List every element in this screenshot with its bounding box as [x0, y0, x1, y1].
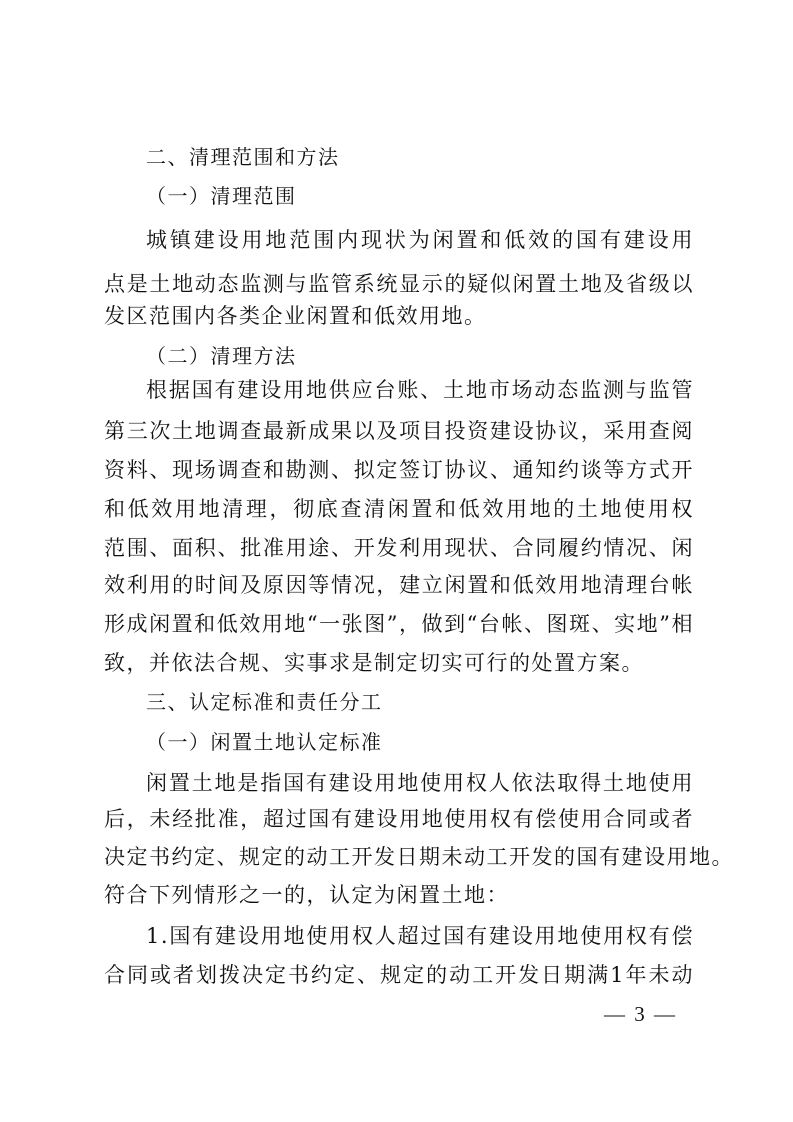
page-number: — 3 — — [604, 1002, 677, 1026]
paragraph-line: 合同或者划拨决定书约定、规定的动工开发日期满1年未动 — [104, 963, 694, 987]
paragraph-line: 范围、面积、批准用途、开发利用现状、合同履约情况、闲 — [104, 536, 694, 560]
paragraph-line: 闲置土地是指国有建设用地使用权人依法取得土地使用 — [146, 771, 694, 795]
paragraph-line: 第三次土地调查最新成果以及项目投资建设协议，采用查阅 — [104, 419, 694, 443]
paragraph-line: 决定书约定、规定的动工开发日期未动工开发的国有建设用地。 — [104, 845, 734, 869]
paragraph-line: 效利用的时间及原因等情况，建立闲置和低效用地清理台帐 — [104, 573, 694, 597]
paragraph-line: 根据国有建设用地供应台账、土地市场动态监测与监管 — [146, 378, 694, 402]
subheading-scope: （一）清理范围 — [146, 184, 297, 208]
paragraph-line: 符合下列情形之一的，认定为闲置土地： — [104, 883, 509, 907]
section-heading-standards-and-responsibilities: 三、认定标准和责任分工 — [146, 690, 383, 714]
paragraph-line: 后，未经批准，超过国有建设用地使用权有偿使用合同或者 — [104, 807, 694, 831]
subheading-idle-land-standard: （一）闲置土地认定标准 — [146, 730, 383, 754]
paragraph-line: 城镇建设用地范围内现状为闲置和低效的国有建设用 — [146, 228, 694, 252]
section-heading-scope-and-method: 二、清理范围和方法 — [146, 145, 340, 169]
subheading-method: （二）清理方法 — [146, 344, 297, 368]
paragraph-line: 和低效用地清理，彻底查清闲置和低效用地的土地使用权 — [104, 497, 694, 521]
paragraph-line: 点是土地动态监测与监管系统显示的疑似闲置土地及省级以 — [104, 272, 694, 296]
paragraph-line: 1.国有建设用地使用权人超过国有建设用地使用权有偿 — [146, 924, 694, 948]
paragraph-line: 形成闲置和低效用地“一张图”，做到“台帐、图斑、实地”相 — [104, 612, 694, 636]
paragraph-line: 发区范围内各类企业闲置和低效用地。 — [104, 304, 487, 328]
paragraph-line: 致，并依法合规、实事求是制定切实可行的处置方案。 — [104, 651, 644, 675]
paragraph-line: 资料、现场调查和勘测、拟定签订协议、通知约谈等方式开 — [104, 458, 694, 482]
